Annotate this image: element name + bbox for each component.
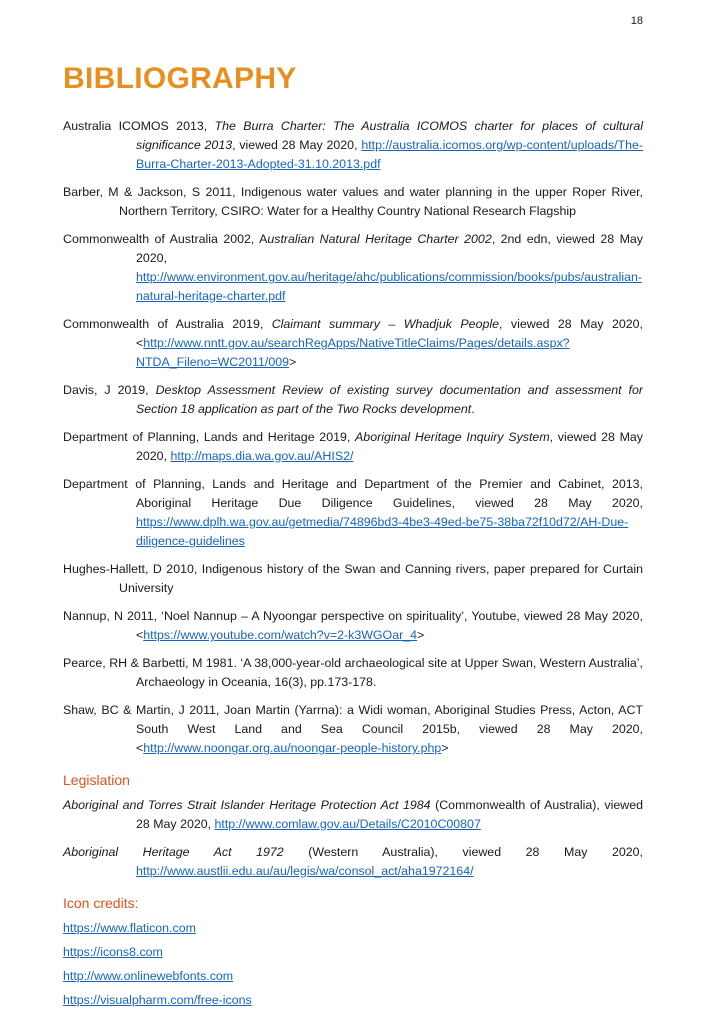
reference-text: , viewed 28 May 2020, xyxy=(232,138,362,152)
reference-entry xyxy=(63,315,643,372)
reference-link[interactable]: http://australia.icomos.org/wp-content/uploads/The-Burra-Charter-2013-Adopted-31.10.2013.pdf xyxy=(136,138,644,171)
reference-entry xyxy=(63,560,643,598)
reference-title: The Burra Charter: The Australia ICOMOS charter for places of cultural significance 2013 xyxy=(136,119,643,152)
reference-entry xyxy=(63,475,643,551)
reference-text: Commonwealth of Australia 2019, xyxy=(63,317,272,331)
reference-text: Department of Planning, Lands and Heritage and Department of the Premier and Cabinet, 2013, Aboriginal Heritage Due Diligence Guidelines, viewed 28 May 2020, xyxy=(63,477,643,510)
reference-text: Davis, J 2019, xyxy=(63,383,156,397)
reference-text: , 2nd edn, viewed 28 May 2020, xyxy=(136,232,644,265)
reference-entry xyxy=(63,701,643,758)
icon-credits-heading: Icon credits: xyxy=(63,895,139,911)
reference-text: Nannup, N 2011, ‘Noel Nannup – A Nyoongar perspective on spirituality’, Youtube, viewed 28 May 2020, < xyxy=(63,609,643,642)
legislation-link[interactable]: http://www.austlii.edu.au/au/legis/wa/consol_act/aha1972164/ xyxy=(136,864,474,878)
page-title: BIBLIOGRAPHY xyxy=(63,62,297,95)
reference-entry xyxy=(63,654,643,692)
reference-text: Barber, M & Jackson, S 2011, Indigenous water values and water planning in the upper Roper River, Northern Territory, CSIRO: Water for a Healthy Country National Research Flagship xyxy=(63,185,643,218)
reference-entry xyxy=(63,117,643,174)
legislation-entry xyxy=(63,843,643,881)
reference-link[interactable]: https://www.dplh.wa.gov.au/getmedia/74896bd3-4be3-49ed-be75-38ba72f10d72/AH-Due-diligence-guidelines xyxy=(136,515,629,548)
reference-text: , viewed 28 May 2020, xyxy=(136,430,643,463)
legislation-text: (Western Australia), viewed 28 May 2020, xyxy=(283,845,643,859)
reference-text: Commonwealth of Australia 2002, A xyxy=(63,232,268,246)
reference-text: > xyxy=(441,741,449,755)
icon-credit-link[interactable]: https://visualpharm.com/free-icons xyxy=(63,993,252,1007)
icon-credit-link[interactable]: http://www.onlinewebfonts.com xyxy=(63,969,234,983)
reference-title: Aboriginal Heritage Inquiry System xyxy=(355,430,550,444)
reference-text: Shaw, BC & Martin, J 2011, Joan Martin (Yarrna): a Widi woman, Aboriginal Studies Press, Acton, ACT South West Land and Sea Council 2015b, viewed 28 May 2020, < xyxy=(63,703,643,755)
reference-link[interactable]: http://www.nntt.gov.au/searchRegApps/NativeTitleClaims/Pages/details.aspx?NTDA_Fileno=WC2011/009 xyxy=(136,336,570,369)
icon-credit-link[interactable]: https://www.flaticon.com xyxy=(63,921,196,935)
reference-text: , viewed 28 May 2020, < xyxy=(136,317,643,350)
reference-link[interactable]: http://www.environment.gov.au/heritage/ahc/publications/commission/books/pubs/australian-natural-heritage-charter.pdf xyxy=(136,270,642,303)
reference-text: Australia ICOMOS 2013, xyxy=(63,119,215,133)
reference-entry xyxy=(63,428,643,466)
legislation-title: Aboriginal and Torres Strait Islander Heritage Protection Act 1984 xyxy=(63,798,431,812)
reference-entry xyxy=(63,607,643,645)
references xyxy=(63,117,643,758)
reference-link[interactable]: https://www.youtube.com/watch?v=2-k3WGOar_4 xyxy=(143,628,417,642)
icon-credit-link[interactable]: https://icons8.com xyxy=(63,945,163,959)
bibliography-list xyxy=(63,117,643,1015)
reference-title: Desktop Assessment Review of existing survey documentation and assessment for Section 18 application as part of the Two Rocks development xyxy=(136,383,643,416)
reference-entry xyxy=(63,230,643,306)
legislation-text: (Commonwealth of Australia), viewed 28 May 2020, xyxy=(136,798,643,831)
reference-text: Hughes-Hallett, D 2010, Indigenous history of the Swan and Canning rivers, paper prepared for Curtain University xyxy=(63,562,643,595)
reference-link[interactable]: http://www.noongar.org.au/noongar-people-history.php xyxy=(143,741,442,755)
reference-entry xyxy=(63,381,643,419)
reference-text: Pearce, RH & Barbetti, M 1981. ‘A 38,000-year-old archaeological site at Upper Swan, Western Australia’, Archaeology in Oceania, 16(3), pp.173-178. xyxy=(63,656,643,689)
page-number: 18 xyxy=(630,15,643,27)
reference-title: Claimant summary – Whadjuk People xyxy=(271,317,500,331)
reference-entry xyxy=(63,183,643,221)
reference-link[interactable]: http://maps.dia.wa.gov.au/AHIS2/ xyxy=(170,449,354,463)
icon-credits-list xyxy=(63,919,643,1010)
legislation-entry xyxy=(63,796,643,834)
legislation-title: Aboriginal Heritage Act 1972 xyxy=(63,845,284,859)
reference-text: > xyxy=(289,355,297,369)
reference-text: Department of Planning, Lands and Heritage 2019, xyxy=(63,430,356,444)
legislation-link[interactable]: http://www.comlaw.gov.au/Details/C2010C00807 xyxy=(214,817,481,831)
reference-text: > xyxy=(417,628,425,642)
reference-text: . xyxy=(471,402,475,416)
legislation-heading: Legislation xyxy=(63,772,130,788)
legislation-list xyxy=(63,796,643,881)
reference-title: ustralian Natural Heritage Charter 2002 xyxy=(267,232,492,246)
